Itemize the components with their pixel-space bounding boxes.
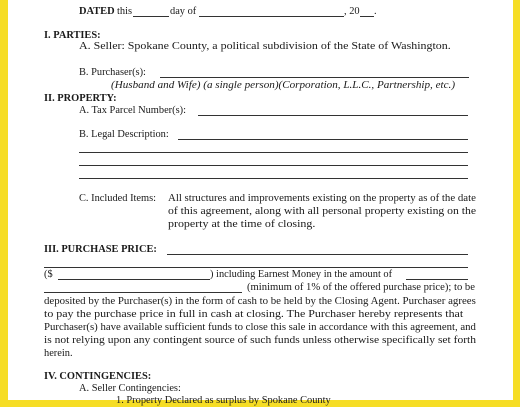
purchase-price-blank-words-2[interactable]	[44, 267, 468, 268]
price-line-pay: to pay the purchase price in full in cash at closing. The Purchaser hereby represents that	[44, 309, 464, 320]
included-items-line-1: All structures and improvements existing on the property as of the date	[168, 193, 476, 204]
included-items-line-3: property at the time of closing.	[168, 219, 316, 230]
purchaser-blank[interactable]	[160, 77, 469, 78]
dated-month-blank[interactable]	[199, 16, 344, 17]
earnest-money-blank-2[interactable]	[44, 292, 242, 293]
earnest-minimum-text: (minimum of 1% of the offered purchase price); to be	[247, 282, 475, 293]
purchaser-label: B. Purchaser(s):	[79, 67, 146, 78]
price-line-herein: herein.	[44, 348, 73, 359]
earnest-money-label: ) including Earnest Money in the amount of	[210, 269, 393, 280]
document-page	[8, 0, 513, 406]
contingencies-heading: IV. CONTINGENCIES:	[44, 371, 152, 382]
tax-parcel-label: A. Tax Parcel Number(s):	[79, 105, 186, 116]
tax-parcel-blank[interactable]	[198, 115, 468, 116]
legal-description-blank-2[interactable]	[79, 152, 468, 153]
price-line-deposited: deposited by the Purchaser(s) in the form of cash to be held by the Closing Agent. Purchaser agrees	[44, 296, 476, 307]
dated-day-of: day of	[170, 6, 197, 17]
dated-year-prefix: , 20	[344, 6, 360, 17]
purchaser-note: (Husband and Wife) (a single person)(Corporation, L.L.C., Partnership, etc.)	[111, 80, 456, 91]
purchase-price-blank-words[interactable]	[167, 254, 468, 255]
price-line-funds: Purchaser(s) have available sufficient funds to close this sale in accordance with this agreement, and	[44, 322, 476, 333]
earnest-money-blank-1[interactable]	[406, 279, 468, 280]
purchase-price-heading: III. PURCHASE PRICE:	[44, 244, 157, 255]
legal-description-blank-4[interactable]	[79, 178, 468, 179]
price-amount-blank[interactable]	[58, 279, 210, 280]
legal-description-blank-1[interactable]	[178, 139, 468, 140]
price-dollar-open: ($	[44, 269, 53, 280]
dated-year-blank[interactable]	[360, 16, 374, 17]
parties-heading: I. PARTIES:	[44, 30, 101, 41]
dated-day-blank[interactable]	[133, 16, 169, 17]
dated-label: DATED	[79, 6, 115, 17]
price-line-contingent: is not relying upon any contingent source of such funds unless otherwise specifically set forth	[44, 335, 477, 346]
seller-line: A. Seller: Spokane County, a political subdivision of the State of Washington.	[79, 41, 451, 52]
included-items-line-2: of this agreement, along with all personal property existing on the	[168, 206, 477, 217]
contingency-item-1: 1. Property Declared as surplus by Spokane County	[116, 395, 331, 406]
included-items-label: C. Included Items:	[79, 193, 157, 204]
legal-description-label: B. Legal Description:	[79, 129, 169, 140]
property-heading: II. PROPERTY:	[44, 93, 117, 104]
seller-contingencies-label: A. Seller Contingencies:	[79, 383, 181, 394]
legal-description-blank-3[interactable]	[79, 165, 468, 166]
dated-year-suffix: .	[374, 6, 377, 17]
dated-this: this	[117, 6, 133, 17]
